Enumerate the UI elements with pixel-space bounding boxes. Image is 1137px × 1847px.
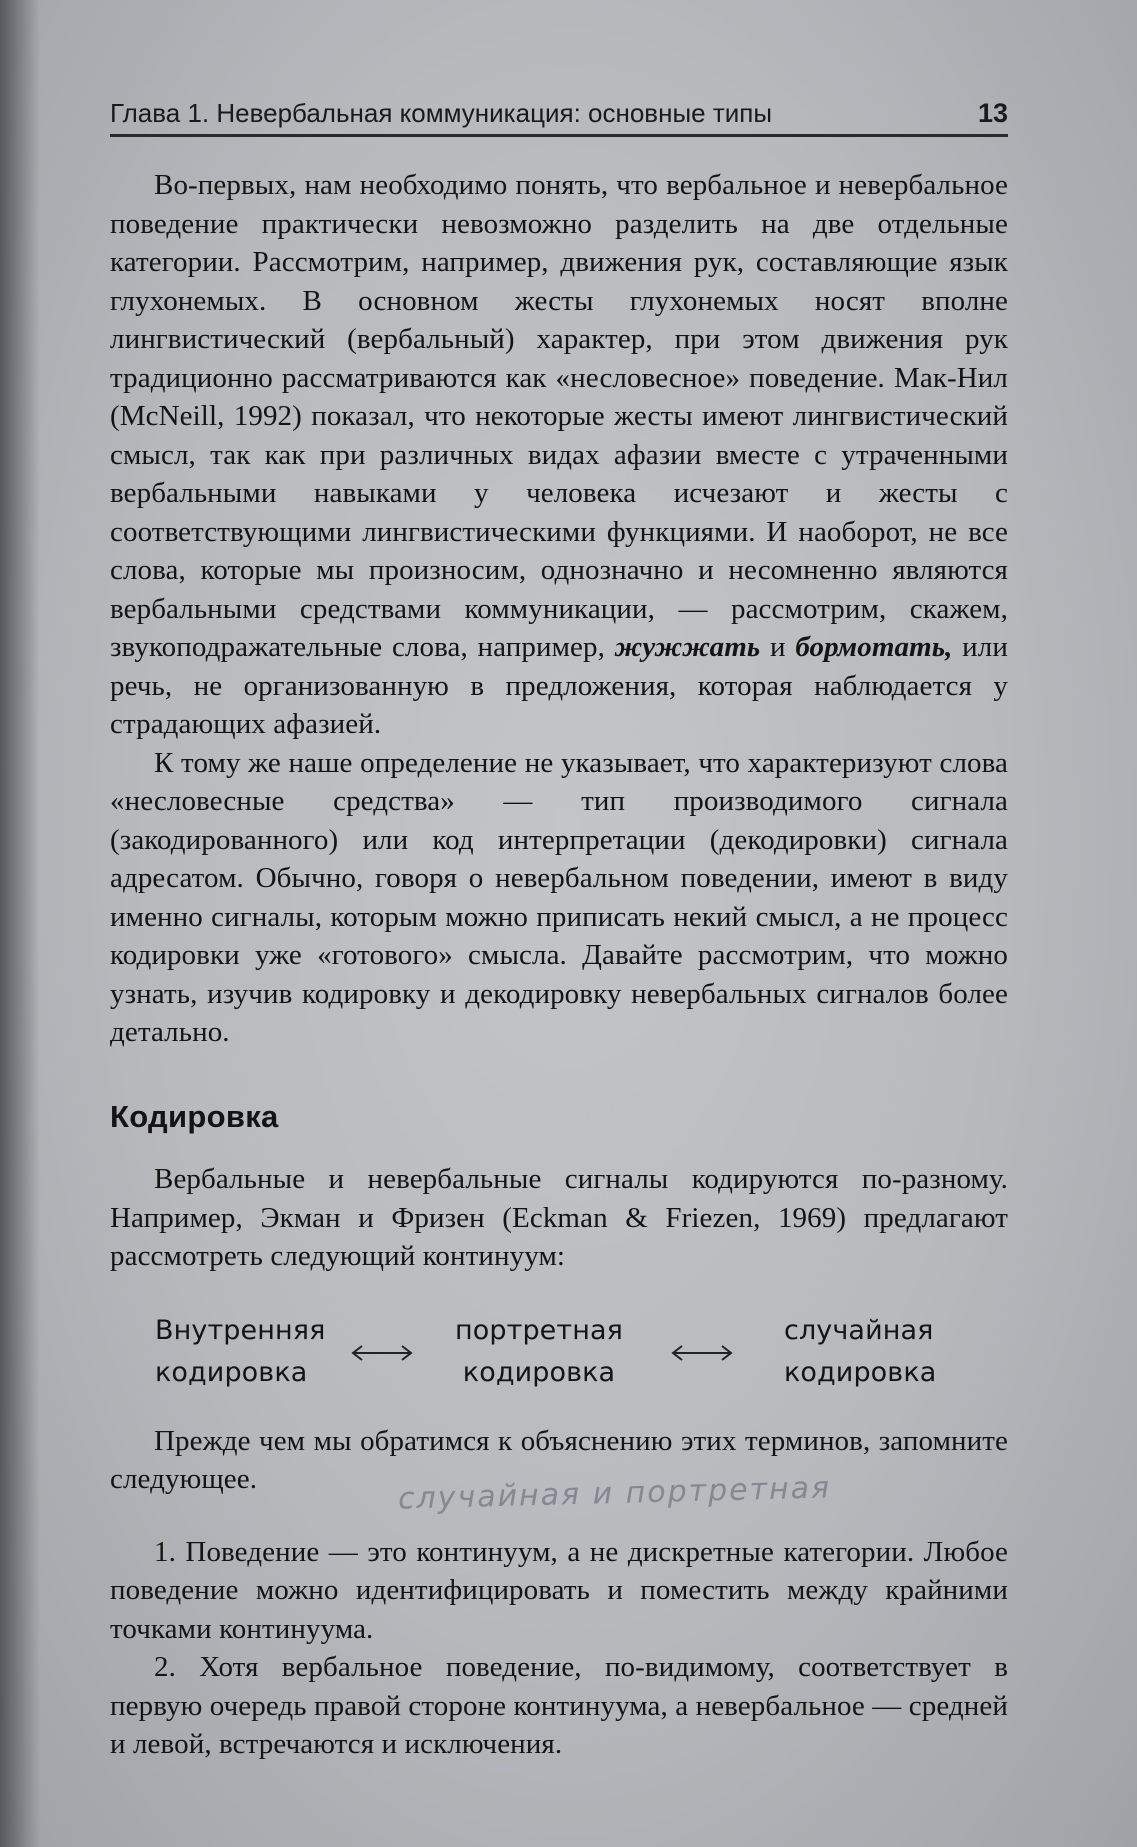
continuum-term-arbitrary (784, 1310, 936, 1394)
section-intro: Вербальные и невербальные сигналы кодируются по-разному. Например, Экман и Фризен (Eckman & Friezen, 1969) предлагают рассмотреть следующий континуум: (110, 1163, 1008, 1272)
double-arrow-icon (348, 1338, 416, 1368)
paragraph-1-end: или речь, не организованную в предложения, которая наблюдается у страдающих афазией. (110, 631, 1008, 740)
paragraph-1-text: Во-первых, нам необходимо понять, что вербальное и невербальное поведение практически невозможно разделить на две отдельные категории. Рассмотрим, например, движения рук, составляющие язык глухонемых. В основном жесты глухонемых носят вполне лингвистический (вербальный) характер, при этом движения рук традиционно рассматриваются как «несловесное» поведение. Мак-Нил (McNeill, 1992) показал, что некоторые жесты имеют лингвистический смысл, так как при различных видах афазии вместе с утраченными вербальными навыками у человека исчезают и жесты с соответствующими лингвистическими функциями. И наоборот, не все слова, которые мы произносим, однозначно и несомненно являются вербальными средствами коммуникации, — рассмотрим, скажем, звукоподражательные слова, например, (110, 169, 1008, 663)
running-header (110, 98, 1008, 129)
paragraph-1-connector: и (770, 631, 786, 663)
page-body (110, 166, 1008, 1764)
section-heading: Кодировка (110, 1098, 279, 1134)
double-arrow-icon (668, 1338, 736, 1368)
term-3-line-2: кодировка (784, 1356, 937, 1388)
list-item: 2. Хотя вербальное поведение, по-видимому, соответствует в первую очередь правой стороне континуума, а невербальное — средней и левой, встречаются и исключения. (110, 1651, 1008, 1760)
paragraph-2: К тому же наше определение не указывает, что характеризуют слова «несловесные средства» — тип производимого сигнала (закодированного) или код интерпретации (декодировки) сигнала адресатом. Обычно, говоря о невербальном поведении, имеют в виду именно сигналы, которым можно приписать некий смысл, а не процесс кодировки уже «готового» смысла. Давайте рассмотрим, что можно узнать, изучив кодировку и декодировку невербальных сигналов более детально. (110, 746, 1008, 1048)
continuum-term-intrinsic (155, 1310, 325, 1394)
continuum-term-iconic (455, 1310, 623, 1394)
chapter-title: Глава 1. Невербальная коммуникация: основные типы (110, 98, 773, 128)
emphasis-word-1: жужжать (614, 631, 761, 663)
term-3-line-1: случайная (784, 1314, 934, 1346)
term-2-line-1: портретная (455, 1314, 623, 1346)
term-2-line-2: кодировка (462, 1356, 616, 1388)
encoding-continuum (110, 1310, 1008, 1396)
emphasis-word-2: бормотать, (795, 631, 953, 663)
list-item: 1. Поведение — это континуум, а не дискретные категории. Любое поведение можно идентифицировать и поместить между крайними точками континуума. (110, 1535, 1008, 1645)
paragraph-1 (110, 166, 1008, 744)
term-1-line-1: Внутренняя (155, 1314, 326, 1346)
numbered-list (110, 1533, 1008, 1764)
page-number: 13 (977, 98, 1008, 128)
paragraph-before-list: Прежде чем мы обратимся к объяснению этих терминов, запомните следующее. (110, 1424, 1008, 1495)
term-1-line-2: кодировка (155, 1356, 308, 1388)
header-rule (110, 134, 1008, 137)
handwritten-note: случайная и портретная (397, 1470, 832, 1517)
page-gutter-shadow (0, 0, 40, 1847)
